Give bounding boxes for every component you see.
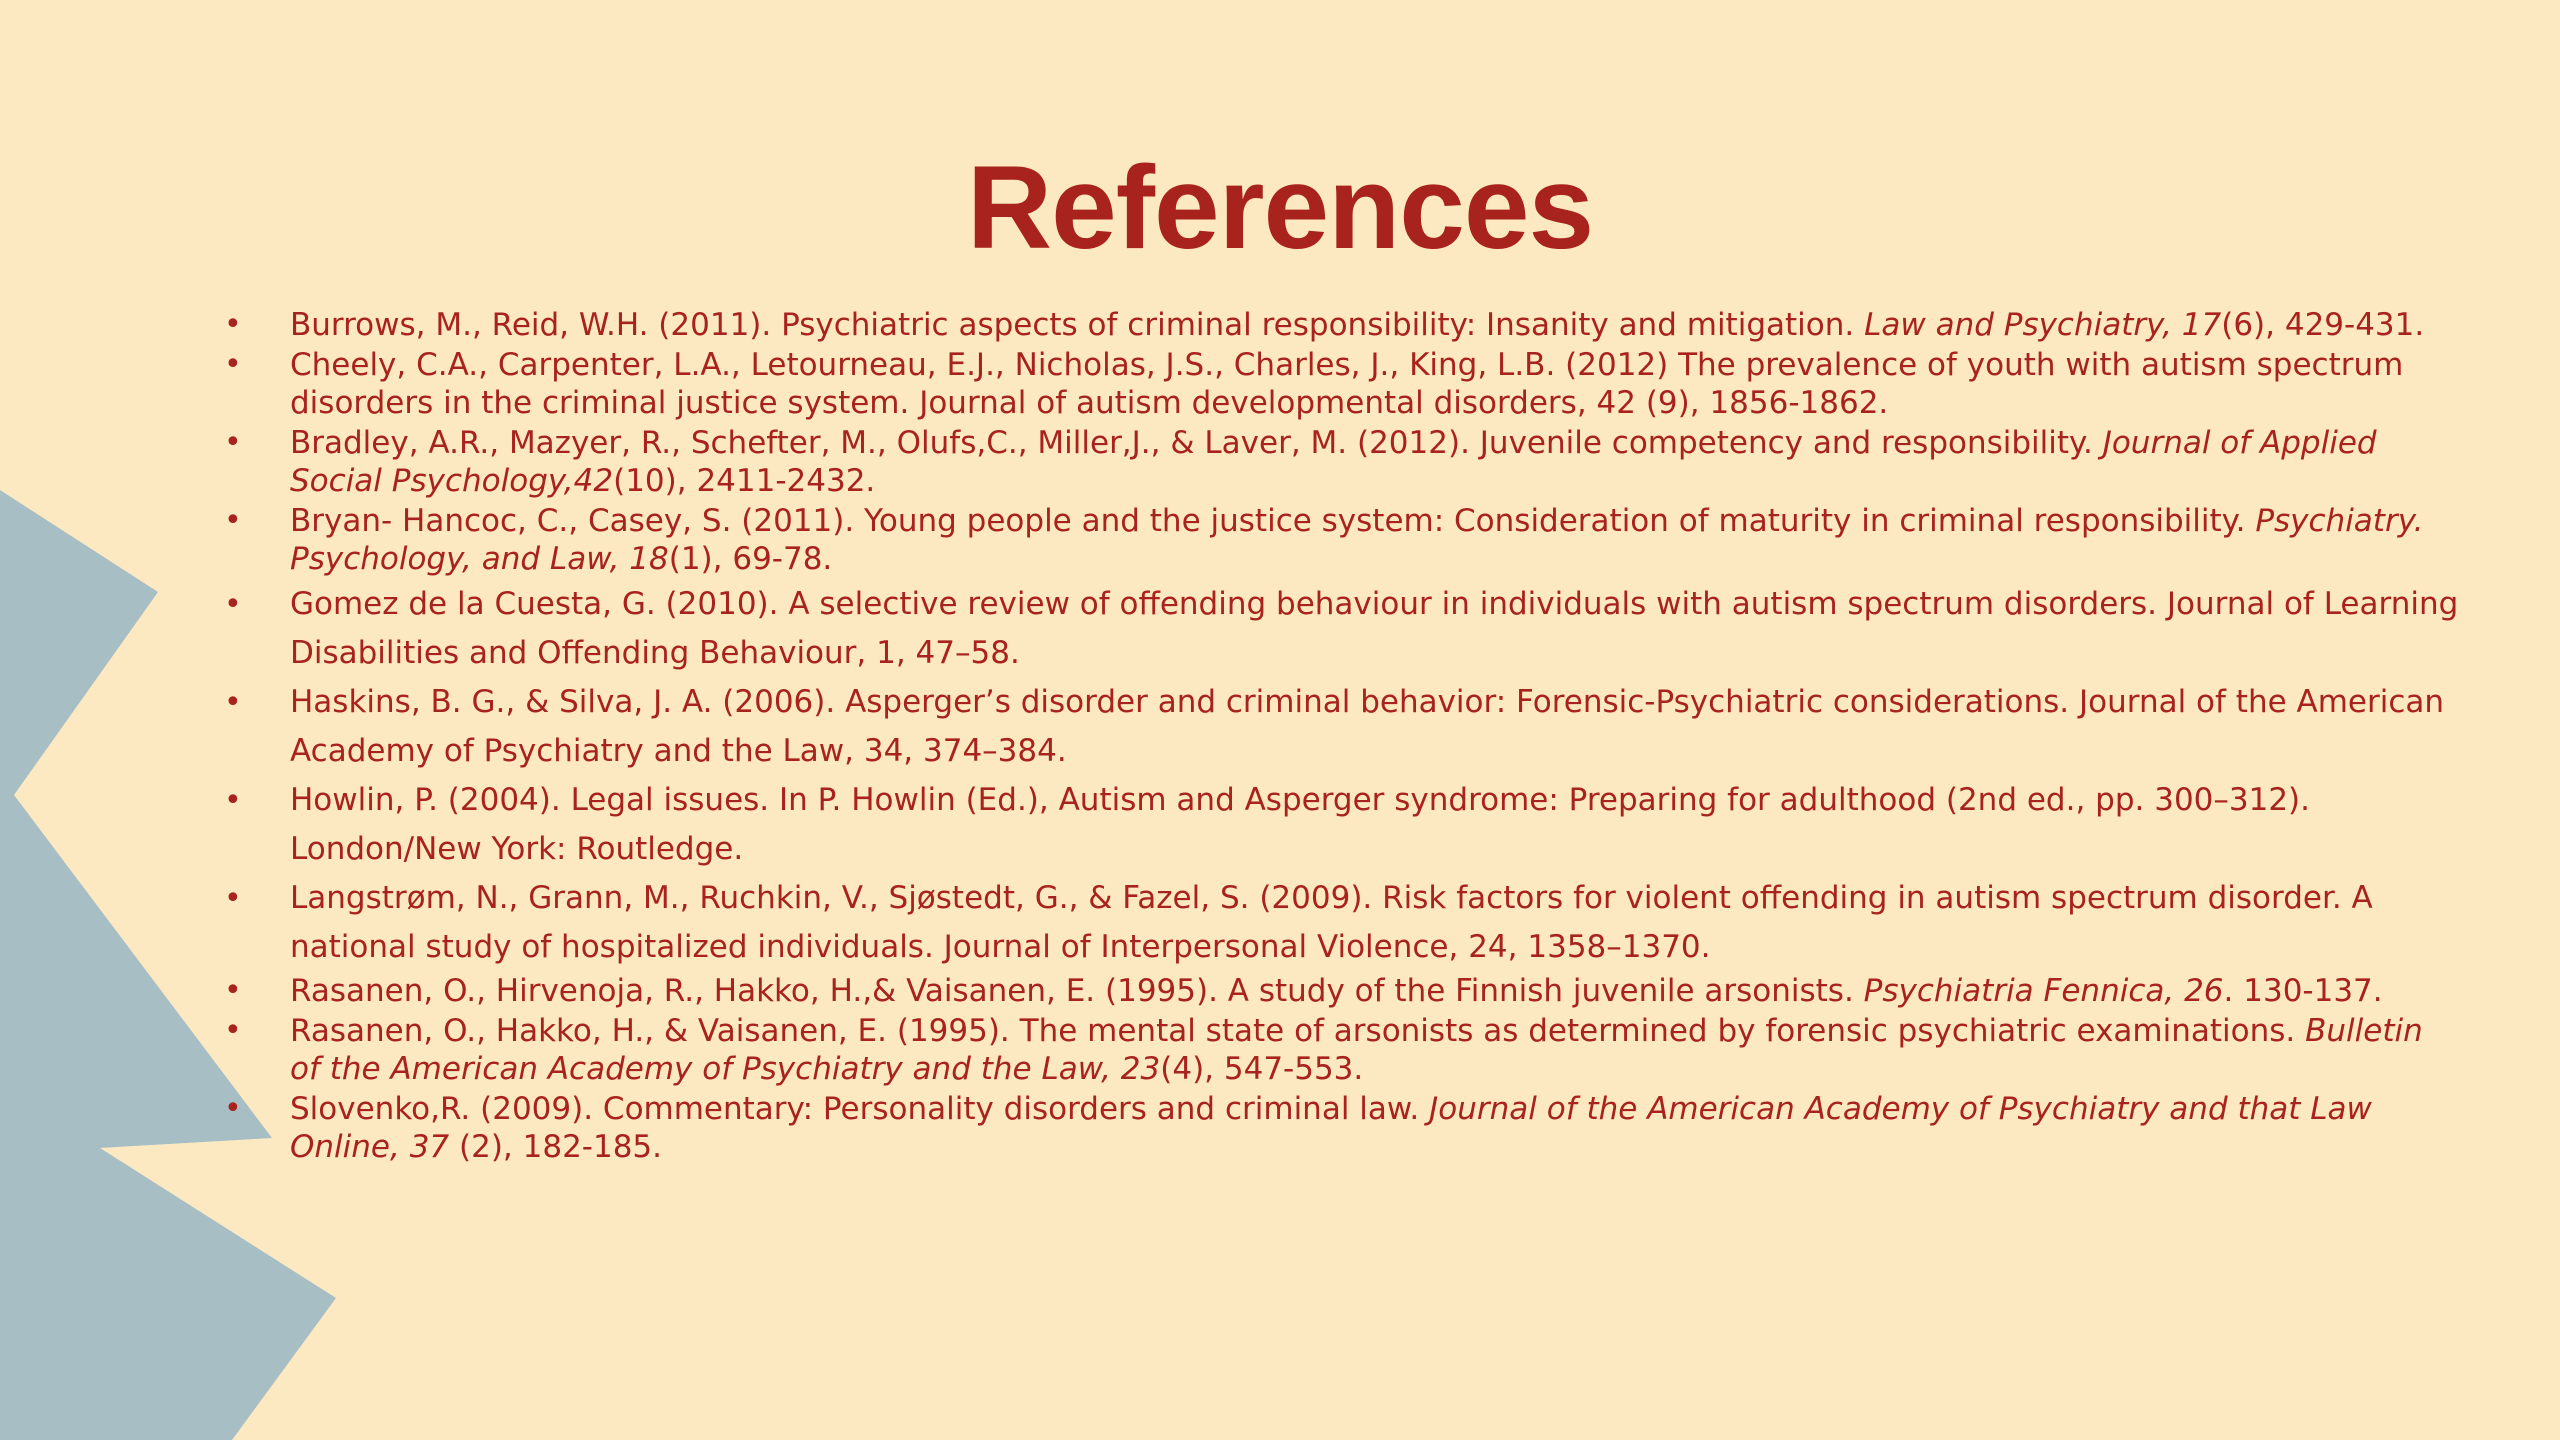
- reference-journal: Psychiatria Fennica, 26: [1863, 973, 2224, 1009]
- reference-tail: (1), 69-78.: [668, 541, 833, 577]
- reference-item: [290, 678, 2460, 776]
- reference-text: Rasanen, O., Hakko, H., & Vaisanen, E. (1995). The mental state of arsonists as determined by forensic psychiatric examinations.: [290, 1013, 2306, 1049]
- reference-tail: (6), 429-431.: [2221, 307, 2425, 343]
- reference-item: [290, 1090, 2460, 1166]
- reference-text: Howlin, P. (2004). Legal issues. In P. Howlin (Ed.), Autism and Asperger syndrome: Preparing for adulthood (2nd ed., pp. 300–312). London/New York: Routledge.: [290, 782, 2311, 867]
- reference-item: [290, 972, 2460, 1010]
- reference-text: Slovenko,R. (2009). Commentary: Personality disorders and criminal law.: [290, 1091, 1430, 1127]
- reference-tail: (2), 182-185.: [449, 1129, 663, 1165]
- reference-item: [290, 306, 2460, 344]
- reference-tail: (10), 2411-2432.: [613, 463, 876, 499]
- reference-text: Rasanen, O., Hirvenoja, R., Hakko, H.,& Vaisanen, E. (1995). A study of the Finnish juvenile arsonists.: [290, 973, 1864, 1009]
- reference-item: [290, 346, 2460, 422]
- reference-item: [290, 580, 2460, 678]
- reference-item: [290, 502, 2460, 578]
- reference-list: [290, 306, 2460, 1168]
- reference-item: [290, 424, 2460, 500]
- reference-item: [290, 874, 2460, 972]
- reference-journal: Journal of Applied Social Psychology,42: [290, 425, 2377, 499]
- reference-item: [290, 1012, 2460, 1088]
- zigzag-shape: [0, 490, 336, 1440]
- reference-text: Bradley, A.R., Mazyer, R., Schefter, M., Olufs,C., Miller,J., & Laver, M. (2012). Juvenile competency and responsibility.: [290, 425, 2103, 461]
- reference-text: Langstrøm, N., Grann, M., Ruchkin, V., Sjøstedt, G., & Fazel, S. (2009). Risk factors for violent offending in autism spectrum disorder. A national study of hospitalized individuals. Journal of Interpersonal Violence, 24, 1358–1370.: [290, 880, 2373, 965]
- reference-journal: Psychiatry. Psychology, and Law, 18: [290, 503, 2424, 577]
- reference-text: Bryan- Hancoc, C., Casey, S. (2011). Young people and the justice system: Consideration of maturity in criminal responsibility.: [290, 503, 2256, 539]
- reference-text: Gomez de la Cuesta, G. (2010). A selective review of offending behaviour in individuals with autism spectrum disorders. Journal of Learning Disabilities and Offending Behaviour, 1, 47–58.: [290, 586, 2459, 671]
- page-title: References: [966, 142, 1594, 274]
- reference-text: Cheely, C.A., Carpenter, L.A., Letourneau, E.J., Nicholas, J.S., Charles, J., King, L.B. (2012) The prevalence of youth with autism spectrum disorders in the criminal justice system. Journal of autism developmental disorders, 42 (9), 1856-1862.: [290, 347, 2404, 421]
- reference-tail: (4), 547-553.: [1160, 1051, 1364, 1087]
- reference-text: Haskins, B. G., & Silva, J. A. (2006). Asperger’s disorder and criminal behavior: Forensic-Psychiatric considerations. Journal of the American Academy of Psychiatry and the Law, 34, 374–384.: [290, 684, 2445, 769]
- reference-text: Burrows, M., Reid, W.H. (2011). Psychiatric aspects of criminal responsibility: Insanity and mitigation.: [290, 307, 1865, 343]
- reference-item: [290, 776, 2460, 874]
- reference-journal: Law and Psychiatry, 17: [1864, 307, 2222, 343]
- reference-tail: . 130-137.: [2223, 973, 2383, 1009]
- reference-journal: Bulletin of the American Academy of Psychiatry and the Law, 23: [290, 1013, 2423, 1087]
- reference-journal: Journal of the American Academy of Psychiatry and that Law Online, 37: [290, 1091, 2372, 1165]
